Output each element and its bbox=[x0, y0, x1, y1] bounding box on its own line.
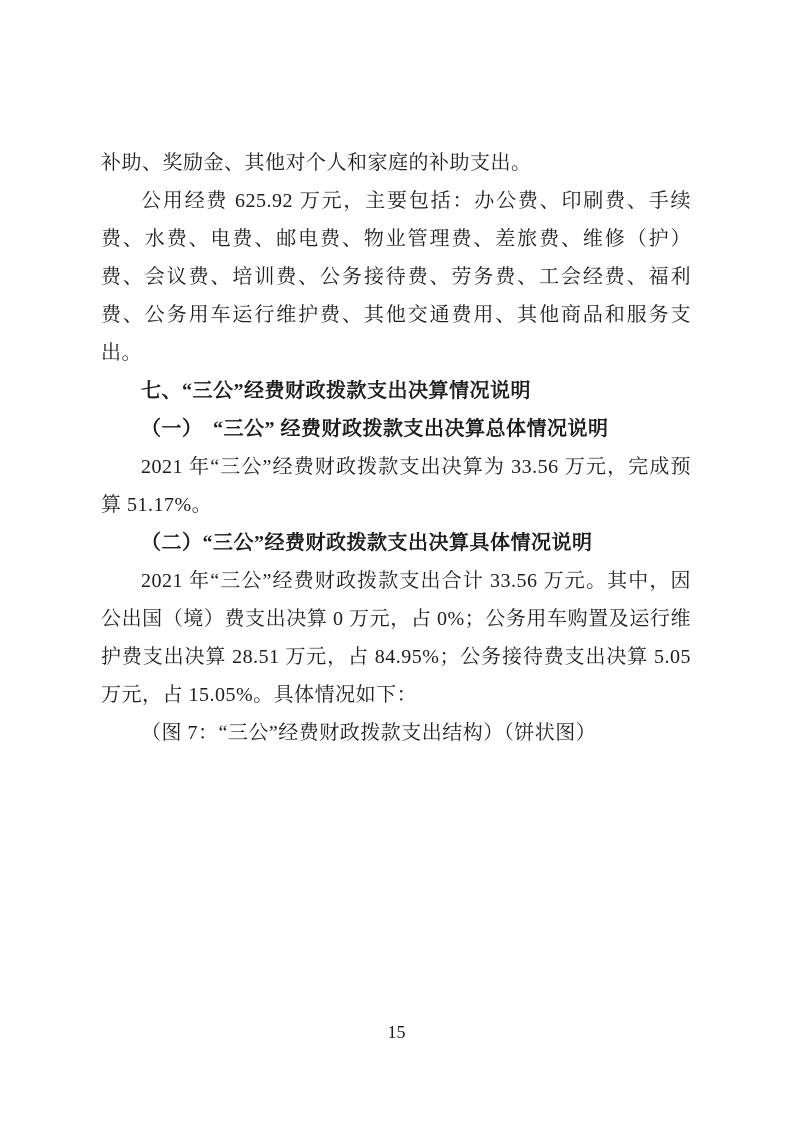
paragraph-public-funds: 公用经费 625.92 万元，主要包括：办公费、印刷费、手续费、水费、电费、邮电费、物业管理费、差旅费、维修（护）费、会议费、培训费、公务接待费、劳务费、工会经费、福利费、公务用车运行维护费、其他交通费用、其他商品和服务支出。 bbox=[101, 190, 691, 364]
page-number: 15 bbox=[387, 1022, 406, 1042]
paragraph-sangong-detail: 2021 年“三公”经费财政拨款支出合计 33.56 万元。其中，因公出国（境）费支出决算 0 万元，占 0%；公务用车购置及运行维护费支出决算 28.51 万元，占 84.95%；公务接待费支出决算 5.05 万元，占 15.05%。具体情况如下： bbox=[101, 570, 691, 706]
heading-section-seven: 七、“三公”经费财政拨款支出决算情况说明 bbox=[141, 380, 531, 402]
heading-subsection-one: （一） “三公” 经费财政拨款支出决算总体情况说明 bbox=[141, 418, 609, 440]
paragraph-subsidy-continuation: 补助、奖励金、其他对个人和家庭的补助支出。 bbox=[101, 152, 532, 174]
figure-reference-note: （图 7：“三公”经费财政拨款支出结构）（饼状图） bbox=[141, 722, 597, 744]
heading-subsection-two: （二）“三公”经费财政拨款支出决算具体情况说明 bbox=[141, 532, 593, 554]
document-body bbox=[101, 144, 691, 752]
paragraph-sangong-total: 2021 年“三公”经费财政拨款支出决算为 33.56 万元，完成预算 51.17%。 bbox=[101, 456, 691, 516]
